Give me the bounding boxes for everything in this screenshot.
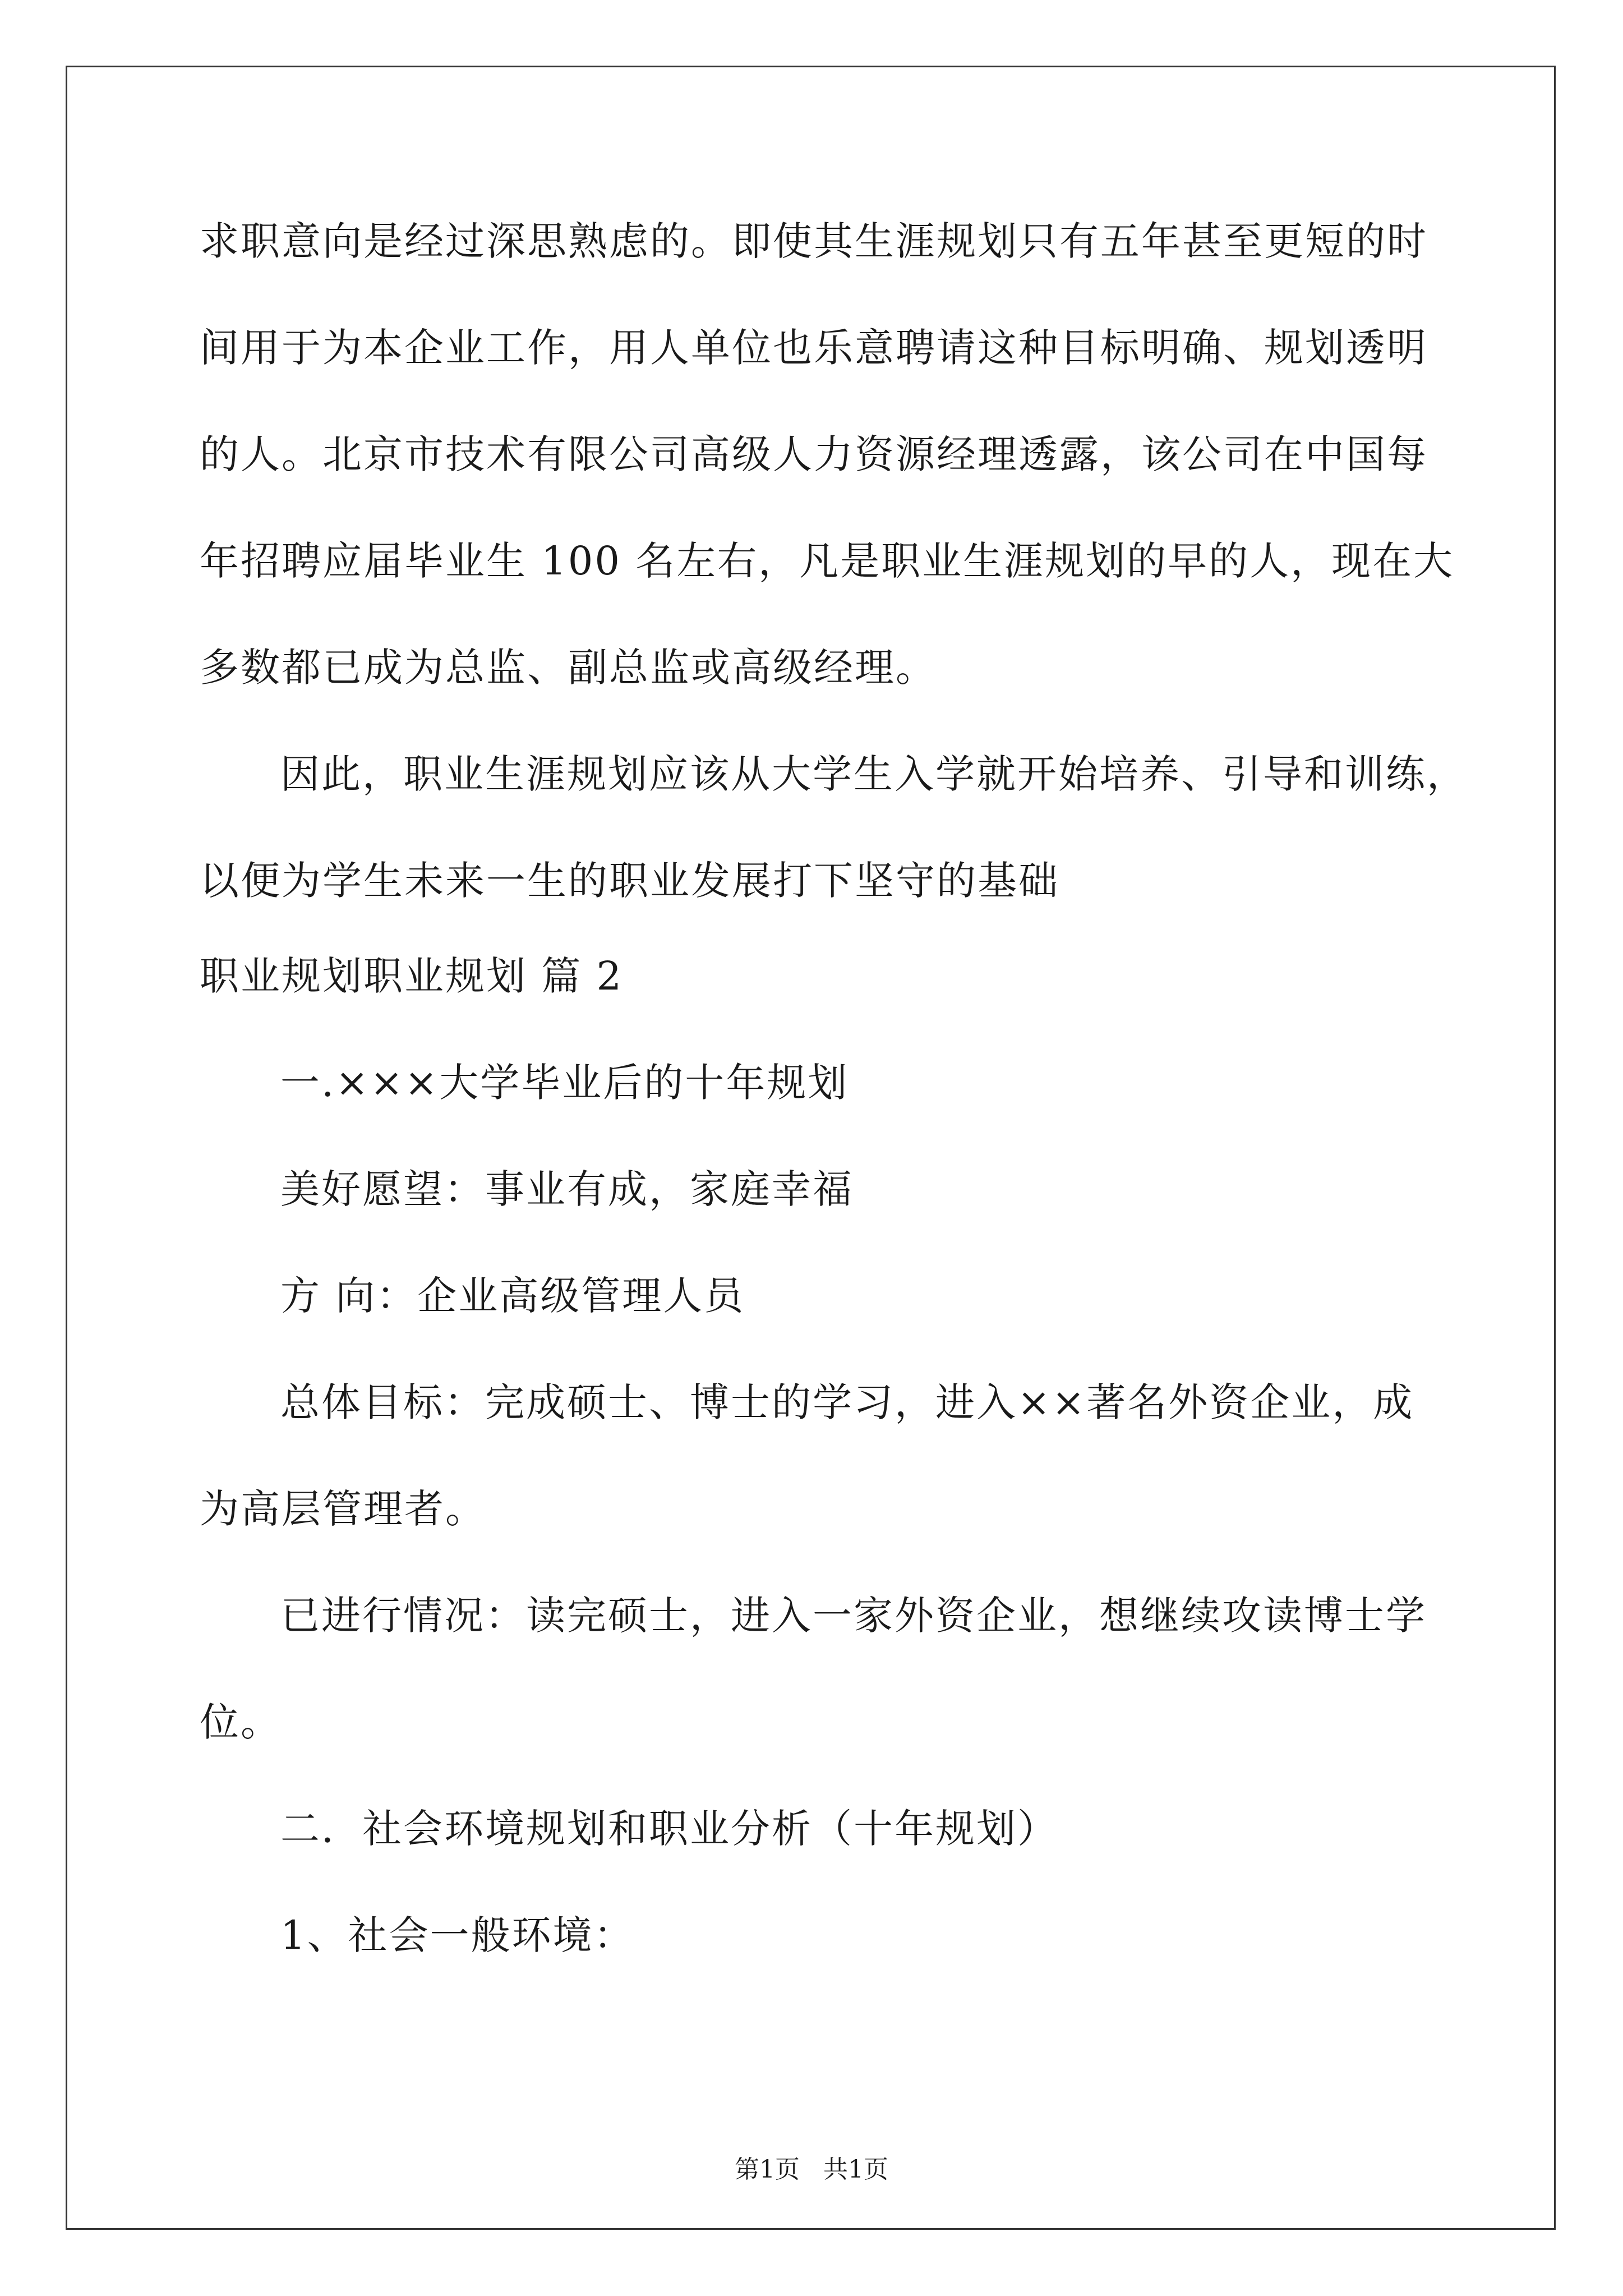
paragraph-line: 二．社会环境规划和职业分析（十年规划） [280,1806,1058,1852]
paragraph-line: 美好愿望：事业有成，家庭幸福 [280,1166,854,1212]
paragraph-line: 以便为学生未来一生的职业发展打下坚守的基础 [200,858,1059,904]
paragraph-line: 为高层管理者。 [200,1486,486,1532]
paragraph-line: 总体目标：完成硕士、博士的学习，进入××著名外资企业，成 [280,1379,1414,1425]
paragraph-line: 的人。北京市技术有限公司高级人力资源经理透露，该公司在中国每 [200,431,1428,477]
section-heading: 职业规划职业规划 篇 2 [200,953,624,999]
paragraph-line: 已进行情况：读完硕士，进入一家外资企业，想继续攻读博士学 [280,1593,1427,1639]
paragraph-line: 多数都已成为总监、副总监或高级经理。 [200,645,937,691]
paragraph-line: 位。 [200,1699,282,1745]
paragraph-line: 1、社会一般环境： [280,1912,635,1958]
page-border [66,66,1556,2230]
paragraph-line: 因此，职业生涯规划应该从大学生入学就开始培养、引导和训练， [280,751,1468,797]
paragraph-line: 方 向：企业高级管理人员 [280,1273,745,1319]
paragraph-line: 一.×××大学毕业后的十年规划 [280,1060,849,1106]
page-number-footer: 第1页 共1页 [735,2155,888,2184]
paragraph-line: 求职意向是经过深思熟虑的。即使其生涯规划只有五年甚至更短的时 [200,218,1428,264]
paragraph-line: 间用于为本企业工作，用人单位也乐意聘请这种目标明确、规划透明 [200,325,1428,371]
paragraph-line: 年招聘应届毕业生 100 名左右，凡是职业生涯规划的早的人，现在大 [200,538,1455,584]
